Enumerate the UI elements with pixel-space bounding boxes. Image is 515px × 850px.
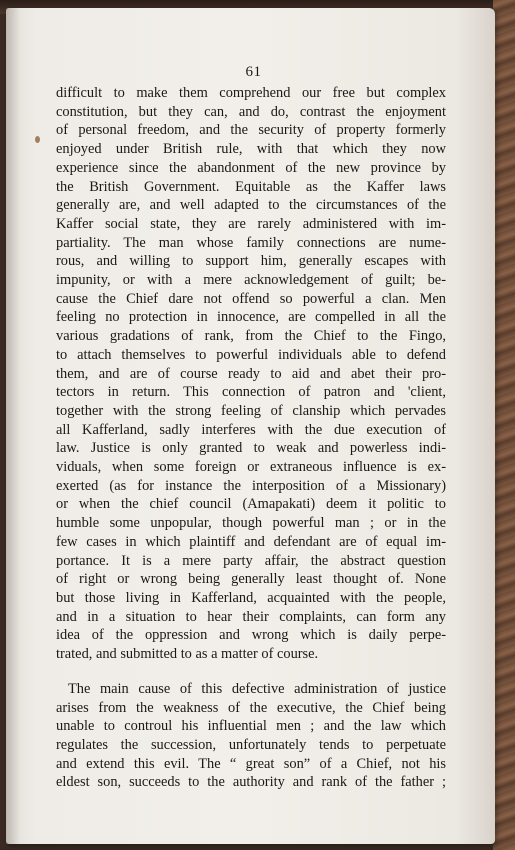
- text-line: law. Justice is only granted to weak and powerless indi-: [56, 440, 446, 457]
- text-line: together with the strong feeling of clanship which pervades: [56, 402, 446, 419]
- text-line: all Kafferland, sadly interferes with the due execution of: [56, 421, 446, 438]
- book-page: [6, 8, 495, 844]
- text-line: and extend this evil. The “ great son” of a Chief, not his: [56, 755, 446, 772]
- text-line: impunity, or with a mere acknowledgement of guilt; be-: [56, 272, 446, 289]
- page-number: 61: [245, 64, 262, 80]
- text-line: but those living in Kafferland, acquainted with the people,: [56, 589, 446, 606]
- text-line: difficult to make them comprehend our free but complex: [56, 85, 446, 101]
- foxing-spot: [35, 136, 40, 143]
- text-line: rous, and willing to support him, generally escapes with: [56, 253, 446, 270]
- text-line: idea of the oppression and wrong which is daily perpe-: [56, 627, 446, 644]
- page-gutter-shadow: [6, 8, 20, 844]
- text-line: Kaffer social state, they are rarely administered with im-: [56, 215, 446, 232]
- text-line: feeling no protection in innocence, are compelled in all the: [56, 309, 446, 326]
- text-line: trated, and submitted to as a matter of course.: [56, 646, 319, 663]
- text-line: unable to controul his influential men ; and the law which: [56, 718, 446, 735]
- text-line: constitution, but they can, and do, contrast the enjoyment: [56, 103, 446, 120]
- text-line: viduals, when some foreign or extraneous influence is ex-: [56, 459, 446, 476]
- text-line: the British Government. Equitable as the Kaffer laws: [56, 178, 446, 195]
- text-line: The main cause of this defective administration of justice: [68, 680, 446, 697]
- text-line: eldest son, succeeds to the authority and rank of the father ;: [56, 774, 446, 791]
- text-line: few cases in which plaintiff and defendant are of equal im-: [56, 533, 446, 550]
- text-line: tectors in return. This connection of patron and 'client,: [56, 384, 446, 401]
- text-line: portance. It is a mere party affair, the abstract question: [56, 552, 446, 569]
- text-line: or when the chief council (Amapakati) deem it politic to: [56, 496, 446, 513]
- text-line: and in a situation to hear their complaints, can form any: [56, 608, 446, 625]
- text-line: humble some unpopular, though powerful man ; or in the: [56, 515, 446, 532]
- text-line: partiality. The man whose family connections are nume-: [56, 234, 446, 251]
- text-line: arises from the weakness of the executive, the Chief being: [56, 699, 446, 716]
- body-text: [56, 84, 446, 792]
- text-line: of right or wrong being generally least thought of. None: [56, 571, 446, 588]
- text-line: enjoyed under British rule, with that which they now: [56, 141, 446, 158]
- paragraph-1: [56, 84, 446, 664]
- text-line: experience since the abandonment of the new province by: [56, 159, 446, 176]
- text-line: regulates the succession, unfortunately tends to perpetuate: [56, 736, 446, 753]
- text-line: generally are, and well adapted to the circumstances of the: [56, 197, 446, 214]
- book-binding: [493, 0, 515, 850]
- paragraph-2: [56, 680, 446, 792]
- text-line: them, and are of course ready to aid and abet their pro-: [56, 365, 446, 382]
- text-line: cause the Chief dare not offend so powerful a clan. Men: [56, 290, 446, 307]
- text-line: to attach themselves to powerful individuals able to defend: [56, 346, 446, 363]
- text-line: various gradations of rank, from the Chief to the Fingo,: [56, 328, 446, 345]
- text-line: exerted (as for instance the interposition of a Missionary): [56, 477, 446, 494]
- text-line: of personal freedom, and the security of property formerly: [56, 122, 446, 139]
